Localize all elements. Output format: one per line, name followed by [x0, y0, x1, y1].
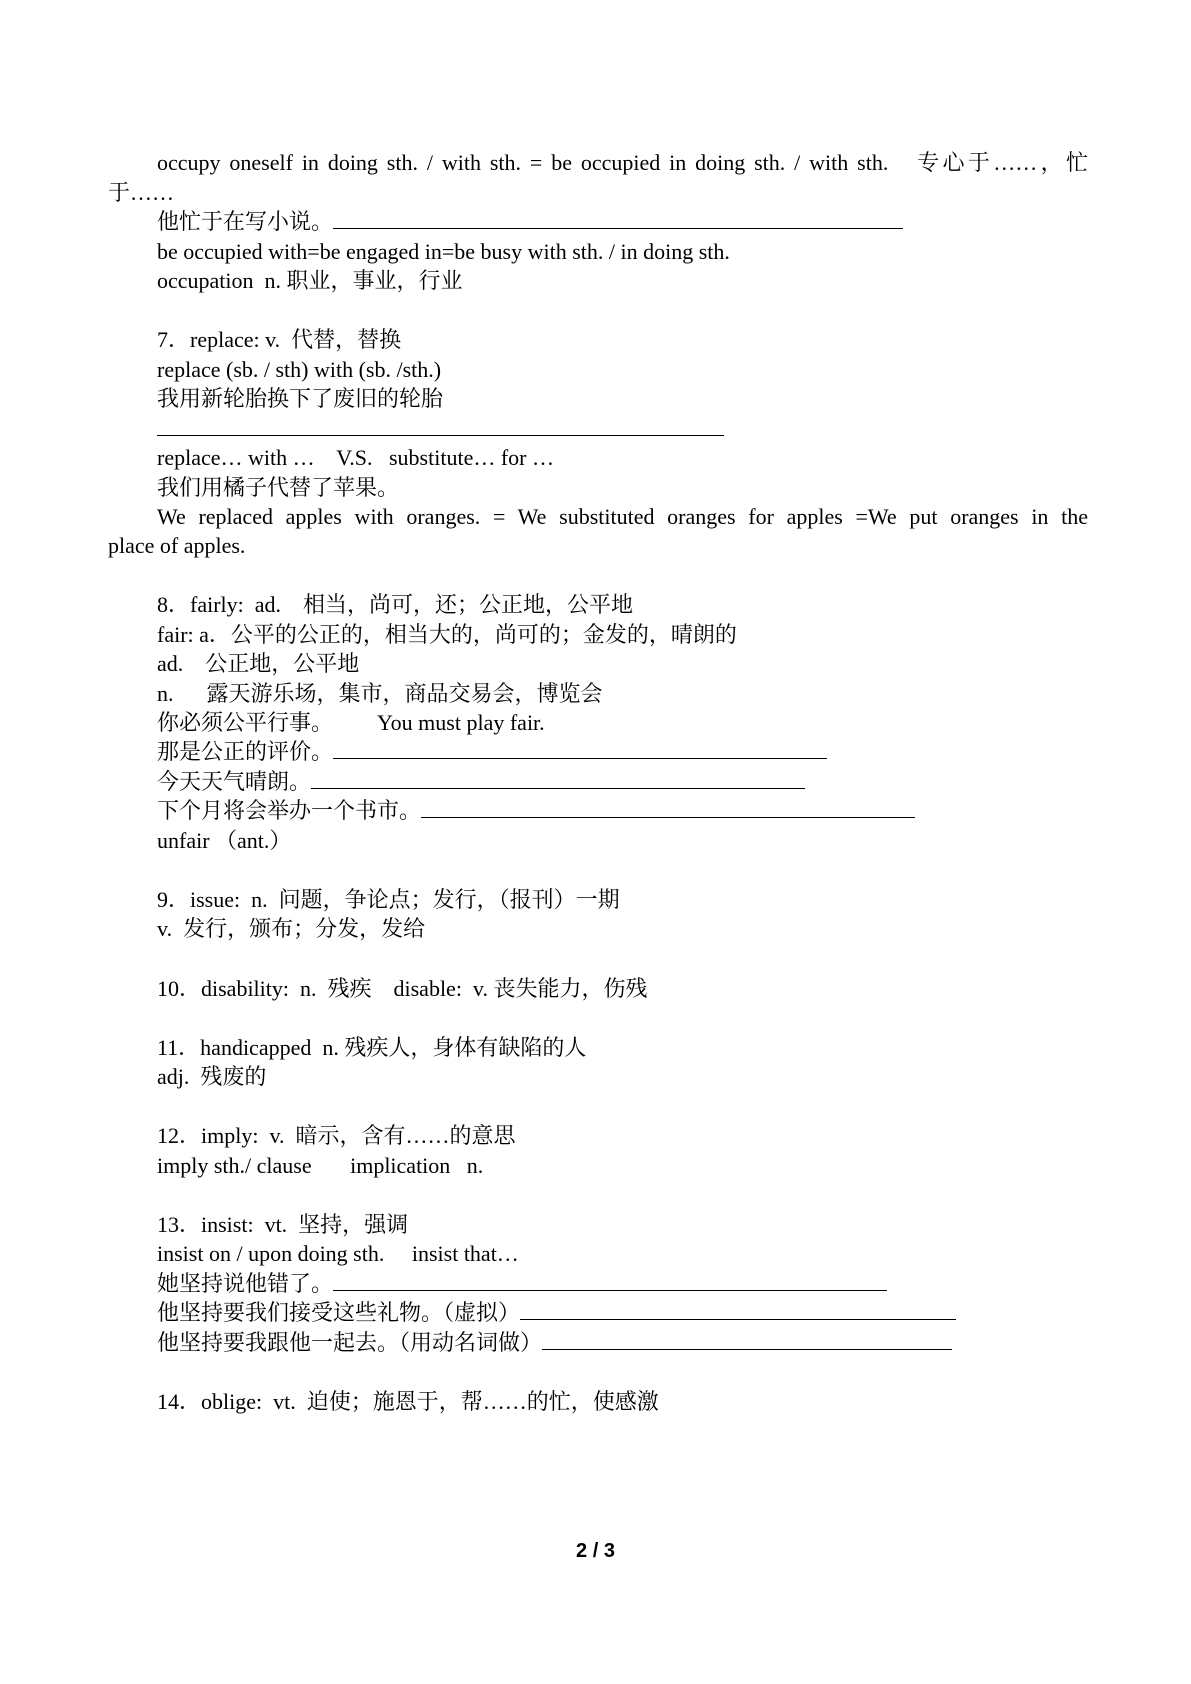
- text-line: occupation n. 职业，事业，行业: [157, 268, 463, 293]
- text-line: [157, 796, 915, 826]
- item-heading-11: 11．handicapped n. 残疾人，身体有缺陷的人: [157, 1035, 587, 1060]
- text-line: place of apples.: [108, 533, 246, 558]
- chinese-prompt: 他坚持要我们接受这些礼物。（虚拟）: [157, 1300, 521, 1325]
- text-line: [157, 207, 903, 237]
- text-line: 你必须公平行事。 You must play fair.: [157, 710, 545, 735]
- text-line: replace (sb. / sth) with (sb. /sth.): [157, 357, 442, 382]
- answer-blank: [333, 210, 903, 229]
- text-line: [157, 1269, 887, 1299]
- item-heading-9: 9．issue: n. 问题，争论点；发行，（报刊）一期: [157, 887, 620, 912]
- answer-line: [157, 414, 724, 444]
- item-heading-7: 7．replace: v. 代替，替换: [157, 327, 402, 352]
- item-heading-10: 10．disability: n. 残疾 disable: v. 丧失能力，伤残: [157, 976, 648, 1001]
- page-number: 2 / 3: [576, 1540, 615, 1562]
- answer-blank: [542, 1331, 952, 1350]
- text-line: n. 露天游乐场，集市，商品交易会，博览会: [157, 681, 603, 706]
- text-line: 于……: [108, 180, 175, 205]
- chinese-prompt: 下个月将会举办一个书市。: [157, 798, 422, 823]
- text-line: be occupied with=be engaged in=be busy with sth. / in doing sth.: [157, 239, 730, 264]
- chinese-prompt: 我们用橘子代替了苹果。: [157, 475, 400, 500]
- chinese-prompt: 他坚持要我跟他一起去。（用动名词做）: [157, 1330, 543, 1355]
- text-line: [157, 737, 827, 767]
- chinese-prompt: 今天天气晴朗。: [157, 769, 312, 794]
- text-line: v. 发行，颁布；分发，发给: [157, 916, 426, 941]
- item-heading-8: 8．fairly: ad. 相当，尚可，还；公正地，公平地: [157, 592, 634, 617]
- answer-blank: [333, 740, 827, 759]
- text-line: replace… with … V.S. substitute… for …: [157, 445, 554, 470]
- answer-blank: [333, 1272, 887, 1291]
- answer-blank: [157, 417, 724, 436]
- text-line: adj. 残废的: [157, 1064, 267, 1089]
- text-line: We replaced apples with oranges. = We substituted oranges for apples =We put oranges in the: [157, 504, 1088, 529]
- text-line: ad. 公正地，公平地: [157, 651, 360, 676]
- answer-blank: [421, 799, 915, 818]
- text-line: [157, 767, 805, 797]
- chinese-prompt: 她坚持说他错了。: [157, 1271, 334, 1296]
- answer-blank: [520, 1301, 956, 1320]
- chinese-prompt: 他忙于在写小说。: [157, 209, 334, 234]
- answer-blank: [311, 770, 805, 789]
- item-heading-12: 12．imply: v. 暗示，含有……的意思: [157, 1123, 516, 1148]
- chinese-prompt: 我用新轮胎换下了废旧的轮胎: [157, 386, 444, 411]
- text-line: fair: a．公平的公正的，相当大的，尚可的；金发的，晴朗的: [157, 622, 737, 647]
- text-line: [157, 1298, 956, 1328]
- text-line: occupy oneself in doing sth. / with sth. = be occupied in doing sth. / with sth. 专心于……，忙: [157, 150, 1088, 175]
- text-line: [157, 1328, 952, 1358]
- item-heading-14: 14．oblige: vt. 迫使；施恩于，帮……的忙，使感激: [157, 1389, 659, 1414]
- item-heading-13: 13．insist: vt. 坚持，强调: [157, 1212, 409, 1237]
- chinese-prompt: 那是公正的评价。: [157, 739, 334, 764]
- text-line: insist on / upon doing sth. insist that…: [157, 1241, 519, 1266]
- text-line: unfair （ant.）: [157, 828, 292, 853]
- text-line: imply sth./ clause implication n.: [157, 1153, 484, 1178]
